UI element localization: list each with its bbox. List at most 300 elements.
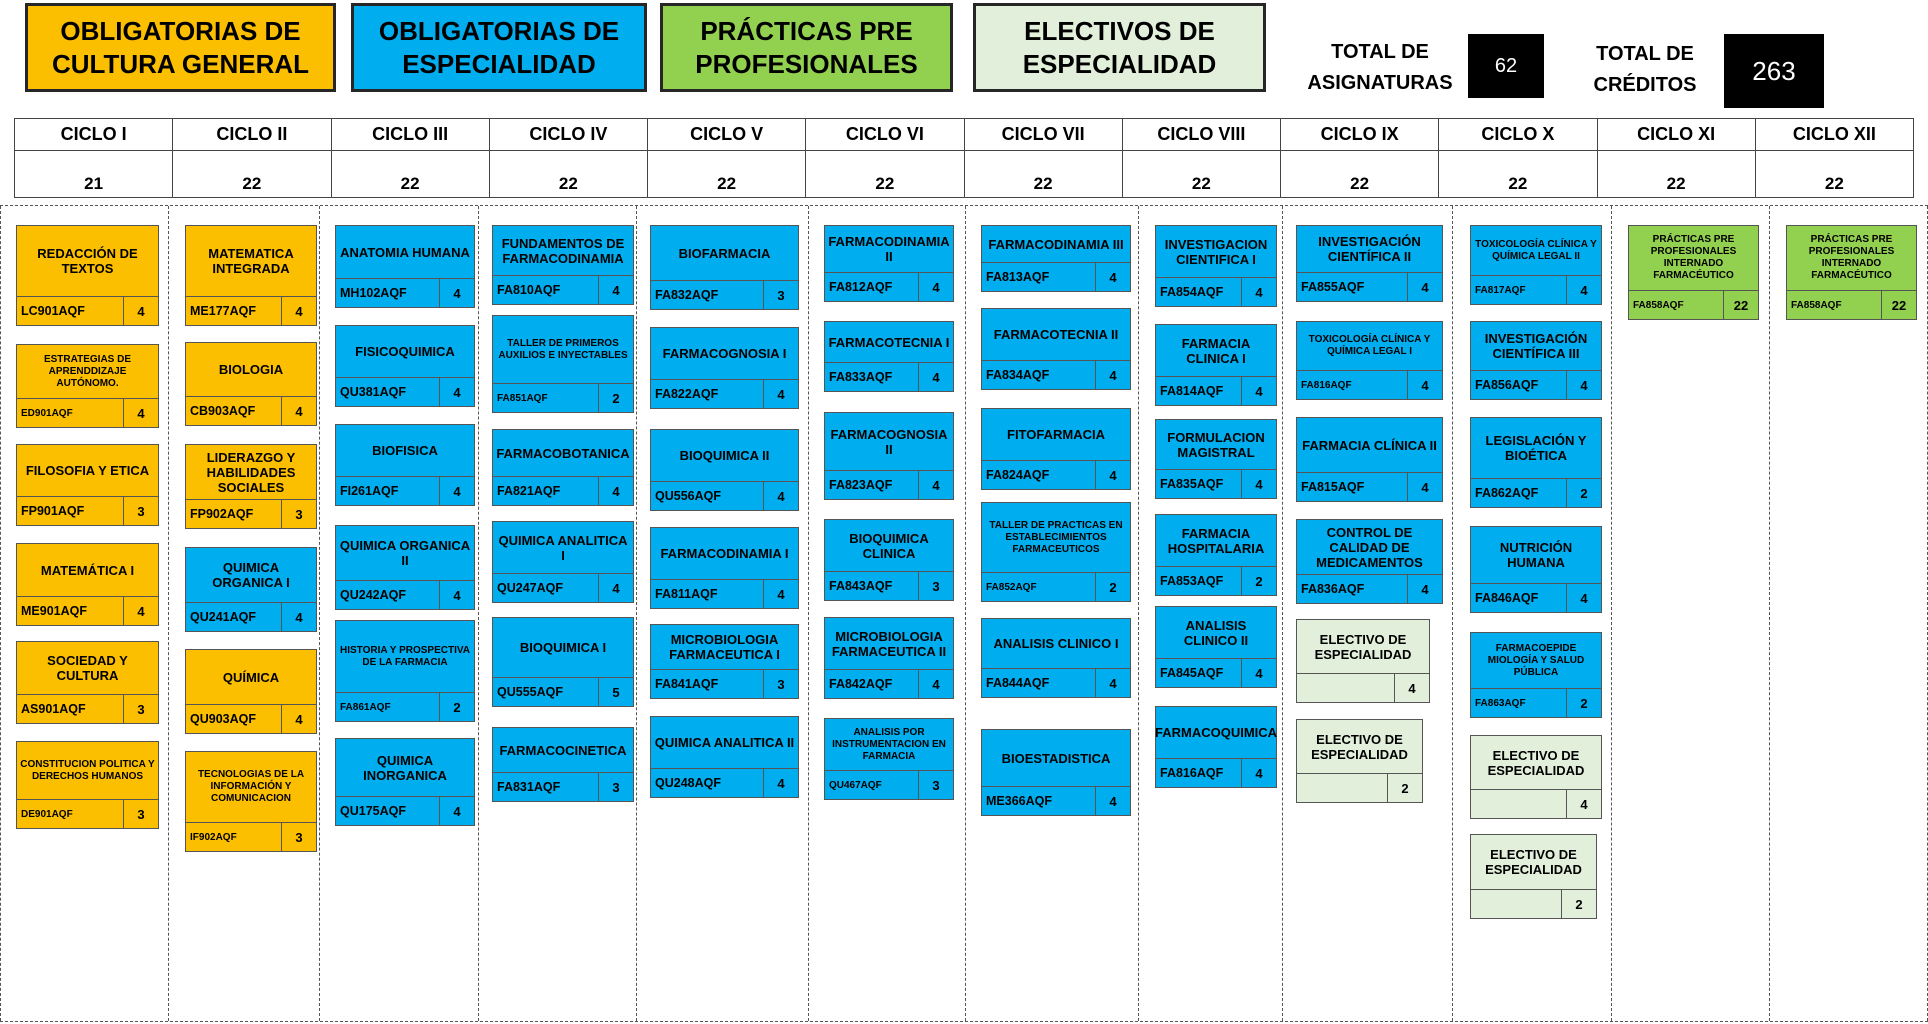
- column-divider: [1611, 206, 1612, 1021]
- column-divider: [1769, 206, 1770, 1021]
- course-name: SOCIEDAD Y CULTURA: [47, 653, 128, 683]
- course-footer: [493, 476, 633, 505]
- cycle-name: CICLO IX: [1281, 119, 1438, 151]
- cycle-column: [806, 119, 964, 198]
- course-name: FARMACOTECNIA I: [828, 334, 950, 350]
- course-credits: 4: [932, 279, 940, 295]
- course-code: [1471, 890, 1562, 918]
- course-card: [824, 519, 954, 601]
- course-code: FA832AQF: [651, 281, 764, 309]
- course-code: QU555AQF: [493, 678, 599, 706]
- column-divider: [808, 206, 809, 1021]
- course-credits: 2: [1109, 579, 1117, 595]
- course-footer: [493, 275, 633, 304]
- course-card: [824, 718, 954, 800]
- course-card: [824, 321, 954, 392]
- course-card: [1470, 834, 1597, 919]
- course-card: [335, 325, 475, 407]
- column-divider: [636, 206, 637, 1021]
- legend-general: [25, 3, 336, 92]
- course-credits: 4: [1255, 284, 1263, 300]
- course-credits: 2: [1401, 780, 1409, 796]
- column-divider: [1138, 206, 1139, 1021]
- course-card: [824, 225, 954, 302]
- course-credits: 4: [1421, 377, 1429, 393]
- cycle-credits: 22: [173, 151, 330, 198]
- course-credits: 4: [1109, 793, 1117, 809]
- course-code: FA855AQF: [1297, 273, 1408, 301]
- course-card: [981, 729, 1131, 816]
- course-card: [1155, 225, 1277, 307]
- cycle-name: CICLO II: [173, 119, 330, 151]
- cycle-name: CICLO X: [1439, 119, 1596, 151]
- total-credits-label: TOTAL DE CRÉDITOS: [1593, 43, 1697, 96]
- course-code: FA854AQF: [1156, 278, 1242, 306]
- course-credits: 3: [137, 503, 145, 519]
- course-card: [492, 727, 634, 802]
- course-footer: [825, 362, 953, 391]
- cycle-name: CICLO IV: [490, 119, 647, 151]
- course-credits: 4: [1255, 765, 1263, 781]
- course-card: [335, 424, 475, 506]
- course-name: ANALISIS CLINICO II: [1183, 617, 1249, 648]
- course-card: [1470, 225, 1602, 305]
- course-credits: 3: [137, 701, 145, 717]
- course-footer: [982, 360, 1130, 389]
- course-credits: 4: [137, 603, 145, 619]
- course-footer: [1471, 478, 1601, 507]
- course-name: FARMACIA CLINICA I: [1181, 335, 1251, 366]
- course-footer: [982, 668, 1130, 697]
- course-name: MICROBIOLOGIA FARMACEUTICA I: [669, 632, 780, 662]
- course-code: [1471, 790, 1567, 818]
- course-name: FARMACOGNOSIA I: [662, 346, 787, 361]
- course-name: TALLER DE PRACTICAS EN ESTABLECIMIENTOS FARMACEUTICOS: [989, 519, 1123, 555]
- course-code: QU381AQF: [336, 378, 440, 406]
- course-name: QUIMICA ORGANICA II: [339, 538, 471, 568]
- course-name: BIOFISICA: [372, 443, 438, 458]
- course-credits: 4: [777, 488, 785, 504]
- course-code: ME177AQF: [186, 297, 282, 325]
- course-card: [981, 618, 1131, 698]
- course-name: FARMACOTECNIA II: [993, 327, 1119, 342]
- cycle-credits: 22: [648, 151, 805, 198]
- cycle-column: [15, 119, 173, 198]
- cycle-column: [965, 119, 1123, 198]
- course-card: [1155, 514, 1277, 596]
- course-code: FA821AQF: [493, 477, 599, 505]
- course-credits: 4: [1580, 377, 1588, 393]
- course-code: FA856AQF: [1471, 371, 1567, 399]
- course-credits: 4: [1408, 680, 1416, 696]
- course-code: FA815AQF: [1297, 473, 1408, 501]
- course-card: [981, 408, 1131, 490]
- cycle-credits: 22: [332, 151, 489, 198]
- course-code: FA816AQF: [1156, 759, 1242, 787]
- course-code: CB903AQF: [186, 397, 282, 425]
- course-name: TOXICOLOGÍA CLÍNICA Y QUÍMICA LEGAL I: [1308, 334, 1431, 357]
- cycle-column: [1123, 119, 1281, 198]
- course-footer: [1156, 758, 1276, 787]
- column-divider: [478, 206, 479, 1021]
- course-footer: [982, 262, 1130, 291]
- cycle-name: CICLO V: [648, 119, 805, 151]
- course-code: FA841AQF: [651, 670, 764, 698]
- course-card: [650, 624, 799, 699]
- course-footer: [186, 822, 316, 851]
- course-name: FARMACOQUIMICA: [1154, 725, 1278, 740]
- course-footer: [1156, 658, 1276, 687]
- course-credits: 4: [295, 403, 303, 419]
- course-code: FA844AQF: [982, 669, 1096, 697]
- course-card: [335, 620, 475, 722]
- cycle-credits: 22: [1756, 151, 1913, 198]
- course-footer: [1471, 889, 1596, 918]
- course-name: PRÁCTICAS PRE PROFESIONALES INTERNADO FARMACÉUTICO: [1808, 234, 1895, 281]
- cycle-table: [14, 118, 1914, 198]
- course-name: QUIMICA ANALITICA I: [498, 532, 628, 563]
- course-card: [1296, 417, 1443, 502]
- course-footer: [17, 694, 158, 723]
- legend-practices-label: PRÁCTICAS PRE PROFESIONALES: [695, 15, 918, 79]
- cycle-name: CICLO XI: [1598, 119, 1755, 151]
- cycle-column: [1756, 119, 1914, 198]
- course-code: FA823AQF: [825, 471, 919, 499]
- course-code: FA846AQF: [1471, 584, 1567, 612]
- course-card: [650, 527, 799, 609]
- course-code: DE901AQF: [17, 800, 124, 828]
- course-code: ED901AQF: [17, 399, 124, 427]
- course-code: FA853AQF: [1156, 567, 1242, 595]
- course-name: NUTRICIÓN HUMANA: [1499, 540, 1573, 570]
- course-code: FP901AQF: [17, 497, 124, 525]
- course-footer: [1471, 370, 1601, 399]
- course-code: QU242AQF: [336, 581, 440, 609]
- course-name: FARMACIA CLÍNICA II: [1302, 437, 1437, 453]
- course-card: [1470, 526, 1602, 613]
- course-credits: 4: [453, 587, 461, 603]
- course-credits: 4: [295, 303, 303, 319]
- course-card: [16, 344, 159, 428]
- cycle-credits: 22: [1123, 151, 1280, 198]
- total-credits-value: 263: [1724, 34, 1824, 108]
- course-footer: [1297, 370, 1442, 399]
- course-code: QU175AQF: [336, 797, 440, 825]
- course-credits: 4: [453, 483, 461, 499]
- course-footer: [493, 573, 633, 602]
- course-code: FI261AQF: [336, 477, 440, 505]
- course-code: QU247AQF: [493, 574, 599, 602]
- course-card: [16, 444, 159, 526]
- course-card: [16, 225, 159, 326]
- course-code: QU556AQF: [651, 482, 764, 510]
- course-footer: [336, 377, 474, 406]
- course-code: QU903AQF: [186, 705, 282, 733]
- course-credits: 3: [777, 676, 785, 692]
- course-footer: [1471, 583, 1601, 612]
- course-credits: 4: [1255, 383, 1263, 399]
- course-name: ELECTIVO DE ESPECIALIDAD: [1314, 631, 1412, 662]
- course-card: [1628, 225, 1759, 320]
- course-name: INVESTIGACION CIENTIFICA I: [1164, 236, 1268, 267]
- course-name: QUIMICA ANALITICA II: [654, 735, 795, 750]
- course-card: [185, 444, 317, 529]
- course-footer: [825, 272, 953, 301]
- legend-specialty-label: OBLIGATORIAS DE ESPECIALIDAD: [378, 15, 620, 79]
- course-credits: 4: [1109, 467, 1117, 483]
- course-credits: 22: [1891, 297, 1907, 313]
- course-name: LIDERAZGO Y HABILIDADES SOCIALES: [206, 449, 296, 495]
- course-name: REDACCIÓN DE TEXTOS: [37, 246, 138, 276]
- course-name: FARMACODINAMIA I: [660, 546, 789, 561]
- course-credits: 3: [932, 777, 940, 793]
- course-credits: 3: [295, 506, 303, 522]
- course-name: BIOLOGIA: [218, 362, 284, 377]
- course-footer: [651, 579, 798, 608]
- course-card: [185, 225, 317, 326]
- course-card: [650, 327, 799, 409]
- course-credits: 4: [612, 483, 620, 499]
- course-footer: [1629, 290, 1758, 319]
- course-card: [492, 225, 634, 305]
- course-code: FA852AQF: [982, 573, 1096, 601]
- cycle-credits: 22: [1281, 151, 1438, 198]
- course-code: ME366AQF: [982, 787, 1096, 815]
- course-credits: 4: [137, 405, 145, 421]
- course-code: LC901AQF: [17, 297, 124, 325]
- course-card: [492, 429, 634, 506]
- total-subjects-label: TOTAL DE ASIGNATURAS: [1307, 41, 1453, 94]
- course-footer: [1471, 789, 1601, 818]
- course-code: FA858AQF: [1629, 291, 1724, 319]
- cycle-credits: 22: [965, 151, 1122, 198]
- course-footer: [982, 786, 1130, 815]
- course-card: [1155, 606, 1277, 688]
- course-name: FILOSOFIA Y ETICA: [25, 463, 150, 478]
- course-footer: [336, 476, 474, 505]
- course-name: HISTORIA Y PROSPECTIVA DE LA FARMACIA: [339, 644, 471, 668]
- course-card: [1296, 619, 1430, 703]
- course-name: TECNOLOGIAS DE LA INFORMACIÓN Y COMUNICACION: [197, 769, 305, 804]
- course-footer: [493, 383, 633, 412]
- total-subjects-value: 62: [1468, 34, 1544, 98]
- course-credits: 2: [1575, 896, 1583, 912]
- course-footer: [186, 396, 316, 425]
- course-credits: 4: [1580, 590, 1588, 606]
- cycle-credits: 22: [1439, 151, 1596, 198]
- course-credits: 4: [295, 711, 303, 727]
- course-code: FA834AQF: [982, 361, 1096, 389]
- course-name: INVESTIGACIÓN CIENTÍFICA II: [1318, 234, 1421, 264]
- course-code: FA861AQF: [336, 693, 440, 721]
- course-footer: [336, 796, 474, 825]
- course-name: TOXICOLOGÍA CLÍNICA Y QUÍMICA LEGAL II: [1475, 238, 1597, 262]
- course-footer: [186, 704, 316, 733]
- column-divider: [0, 206, 1, 1021]
- course-name: FARMACOBOTANICA: [496, 445, 630, 461]
- course-card: [16, 641, 159, 724]
- course-name: INVESTIGACIÓN CIENTÍFICA III: [1484, 331, 1588, 361]
- course-footer: [493, 772, 633, 801]
- course-card: [185, 342, 317, 426]
- course-credits: 4: [1421, 279, 1429, 295]
- course-footer: [1297, 574, 1442, 603]
- course-footer: [1471, 688, 1601, 717]
- course-footer: [651, 280, 798, 309]
- course-code: FA843AQF: [825, 572, 919, 600]
- course-card: [1470, 321, 1602, 400]
- course-code: [1297, 674, 1395, 702]
- course-card: [824, 617, 954, 699]
- course-card: [1470, 735, 1602, 819]
- course-name: MATEMATICA INTEGRADA: [208, 246, 294, 276]
- course-code: FA833AQF: [825, 363, 919, 391]
- course-name: FARMACODINAMIA II: [828, 234, 950, 264]
- cycle-column: [1281, 119, 1439, 198]
- course-card: [1155, 419, 1277, 499]
- course-footer: [1156, 469, 1276, 498]
- legend-electives-label: ELECTIVOS DE ESPECIALIDAD: [1022, 15, 1217, 79]
- course-name: FITOFARMACIA: [1007, 427, 1105, 442]
- course-name: FARMACOCINETICA: [499, 742, 627, 758]
- course-name: CONSTITUCION POLITICA Y DERECHOS HUMANOS: [20, 758, 155, 782]
- course-credits: 4: [1255, 665, 1263, 681]
- course-code: FA862AQF: [1471, 479, 1567, 507]
- course-credits: 4: [1109, 269, 1117, 285]
- cycle-name: CICLO I: [15, 119, 172, 151]
- course-footer: [17, 398, 158, 427]
- course-card: [1470, 632, 1602, 718]
- course-footer: [17, 296, 158, 325]
- course-code: [1297, 774, 1388, 802]
- course-name: ELECTIVO DE ESPECIALIDAD: [1485, 847, 1582, 877]
- course-footer: [336, 580, 474, 609]
- course-name: BIOQUIMICA II: [679, 448, 770, 463]
- course-footer: [1297, 773, 1422, 802]
- course-credits: 2: [1255, 573, 1263, 589]
- course-credits: 4: [932, 477, 940, 493]
- course-credits: 4: [932, 369, 940, 385]
- course-card: [1296, 519, 1443, 604]
- course-name: BIOESTADISTICA: [1001, 750, 1111, 766]
- course-grid: [0, 205, 1928, 1022]
- column-divider: [1452, 206, 1453, 1021]
- course-credits: 3: [295, 829, 303, 845]
- cycle-column: [1598, 119, 1756, 198]
- course-card: [185, 649, 317, 734]
- course-credits: 4: [1580, 282, 1588, 298]
- course-footer: [651, 481, 798, 510]
- course-footer: [186, 296, 316, 325]
- course-card: [1155, 706, 1277, 788]
- cycle-name: CICLO VII: [965, 119, 1122, 151]
- course-name: MICROBIOLOGIA FARMACEUTICA II: [831, 628, 947, 659]
- course-card: [650, 225, 799, 310]
- course-footer: [1297, 673, 1429, 702]
- course-footer: [17, 799, 158, 828]
- course-card: [16, 741, 159, 829]
- course-card: [1296, 225, 1443, 302]
- course-credits: 3: [137, 806, 145, 822]
- course-footer: [17, 596, 158, 625]
- course-name: ANALISIS CLINICO I: [993, 636, 1119, 651]
- course-footer: [982, 460, 1130, 489]
- column-divider: [1282, 206, 1283, 1021]
- course-footer: [651, 379, 798, 408]
- course-code: FA835AQF: [1156, 470, 1242, 498]
- cycle-name: CICLO VIII: [1123, 119, 1280, 151]
- course-credits: 4: [932, 676, 940, 692]
- course-card: [981, 225, 1131, 292]
- course-credits: 4: [612, 580, 620, 596]
- course-name: FUNDAMENTOS DE FARMACODINAMIA: [501, 235, 625, 266]
- course-code: IF902AQF: [186, 823, 282, 851]
- course-code: FA858AQF: [1787, 291, 1882, 319]
- cycle-credits: 21: [15, 151, 172, 198]
- course-card: [335, 738, 475, 826]
- course-card: [650, 429, 799, 511]
- cycle-column: [648, 119, 806, 198]
- course-name: ANATOMIA HUMANA: [340, 244, 470, 260]
- course-name: FARMACOGNOSIA II: [830, 426, 948, 457]
- course-credits: 4: [453, 803, 461, 819]
- course-code: FA822AQF: [651, 380, 764, 408]
- course-card: [1470, 417, 1602, 508]
- course-name: FARMACOEPIDE MIOLOGÍA Y SALUD PÚBLICA: [1487, 642, 1585, 678]
- course-credits: 22: [1733, 297, 1749, 313]
- course-footer: [1156, 376, 1276, 405]
- course-card: [16, 543, 159, 626]
- course-credits: 4: [1421, 479, 1429, 495]
- course-card: [492, 315, 634, 413]
- course-footer: [825, 669, 953, 698]
- course-credits: 5: [612, 684, 620, 700]
- course-credits: 4: [612, 282, 620, 298]
- course-footer: [186, 602, 316, 631]
- course-credits: 4: [453, 384, 461, 400]
- course-footer: [1156, 566, 1276, 595]
- course-code: ME901AQF: [17, 597, 124, 625]
- course-code: FA851AQF: [493, 384, 599, 412]
- course-credits: 3: [612, 779, 620, 795]
- course-credits: 4: [295, 609, 303, 625]
- course-credits: 4: [1255, 476, 1263, 492]
- course-name: FISICOQUIMICA: [355, 344, 455, 359]
- course-footer: [982, 572, 1130, 601]
- course-name: TALLER DE PRIMEROS AUXILIOS E INYECTABLES: [498, 337, 628, 361]
- course-card: [981, 502, 1131, 602]
- course-credits: 2: [1580, 485, 1588, 501]
- column-divider: [965, 206, 966, 1021]
- cycle-name: CICLO III: [332, 119, 489, 151]
- course-footer: [651, 768, 798, 797]
- course-card: [185, 547, 317, 632]
- course-footer: [1471, 275, 1601, 304]
- course-name: CONTROL DE CALIDAD DE MEDICAMENTOS: [1316, 524, 1423, 570]
- cycle-credits: 22: [806, 151, 963, 198]
- course-credits: 4: [1109, 367, 1117, 383]
- cycle-column: [332, 119, 490, 198]
- course-name: BIOQUIMICA CLINICA: [849, 530, 929, 561]
- course-footer: [336, 692, 474, 721]
- course-card: [185, 751, 317, 852]
- course-name: BIOFARMACIA: [678, 245, 771, 261]
- course-code: FP902AQF: [186, 500, 282, 528]
- course-credits: 2: [453, 699, 461, 715]
- course-code: FA817AQF: [1471, 276, 1567, 304]
- course-name: PRÁCTICAS PRE PROFESIONALES INTERNADO FARMACÉUTICO: [1650, 234, 1737, 281]
- column-divider: [319, 206, 320, 1021]
